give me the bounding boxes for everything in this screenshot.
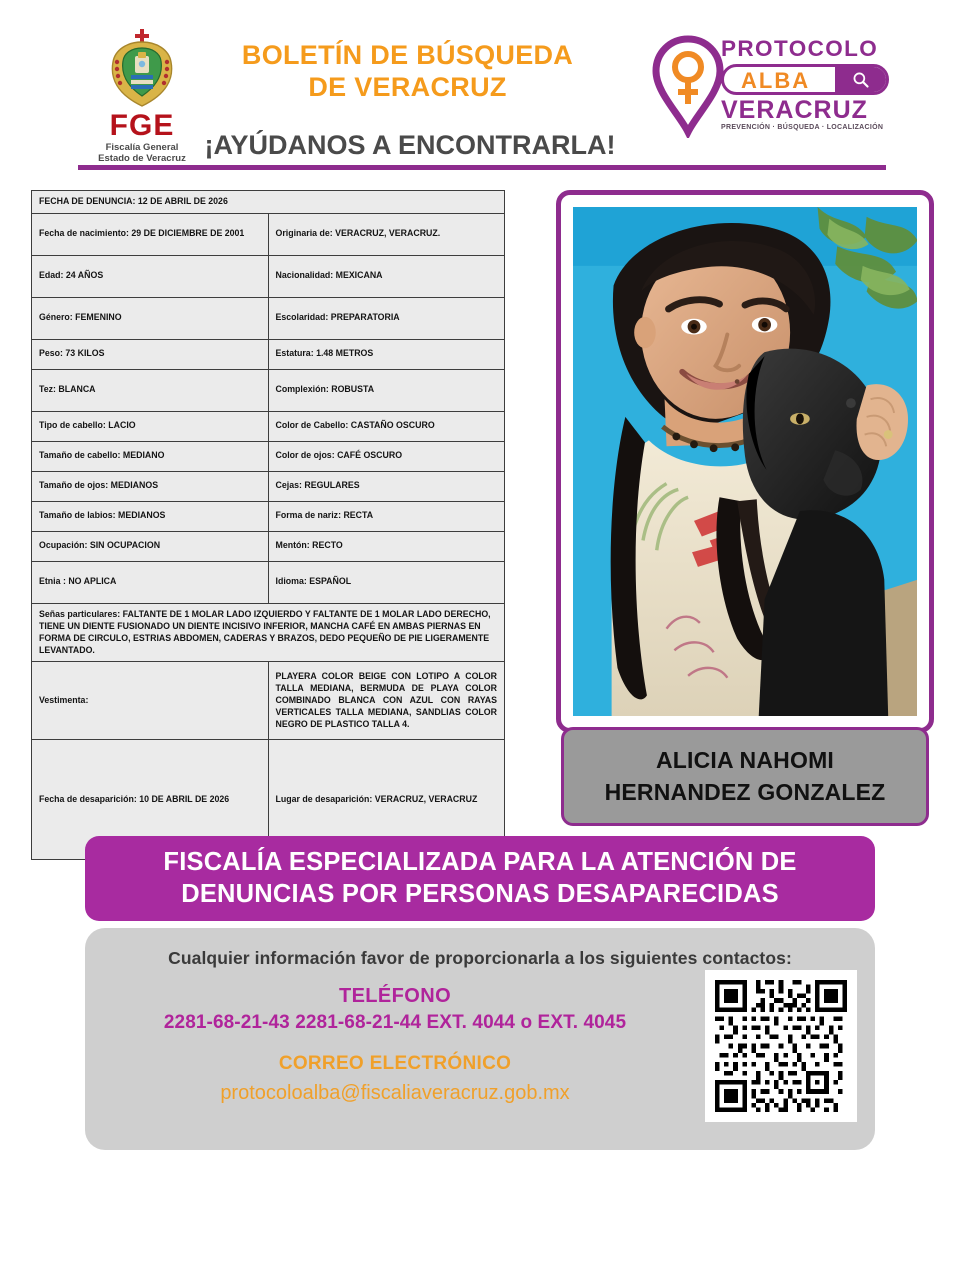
alba-veracruz-text: VERACRUZ [721, 95, 868, 124]
cell-gender: Género: FEMENINO [32, 297, 269, 339]
cell-origin: Originaria de: VERACRUZ, VERACRUZ. [268, 213, 505, 255]
cell-complexion: Complexión: ROBUSTA [268, 369, 505, 411]
table-row [32, 471, 505, 501]
person-name-plate [561, 727, 929, 826]
alba-pill [721, 64, 889, 95]
location-pin-female-icon [649, 34, 727, 138]
cell-education: Escolaridad: PREPARATORIA [268, 297, 505, 339]
table-row [32, 561, 505, 603]
report-date-cell: FECHA DE DENUNCIA: 12 DE ABRIL DE 2026 [32, 191, 505, 214]
phone-numbers[interactable]: 2281-68-21-43 2281-68-21-44 EXT. 4044 o EXT. 4045 [163, 1012, 627, 1033]
table-row [32, 441, 505, 471]
table-row [32, 339, 505, 369]
alba-tagline: PREVENCIÓN · BÚSQUEDA · LOCALIZACIÓN [721, 123, 884, 131]
help-headline: ¡AYÚDANOS A ENCONTRARLA! [204, 130, 616, 160]
email-address[interactable]: protocoloalba@fiscaliaveracruz.gob.mx [220, 1082, 570, 1104]
cell-chin: Mentón: RECTO [268, 531, 505, 561]
header-divider [78, 165, 886, 170]
cell-height: Estatura: 1.48 METROS [268, 339, 505, 369]
contact-box [85, 928, 875, 1150]
table-row [32, 411, 505, 441]
person-name-line2: HERNANDEZ GONZALEZ [604, 778, 886, 805]
alba-text: ALBA [741, 67, 811, 93]
page-header [0, 0, 960, 165]
cell-occupation: Ocupación: SIN OCUPACION [32, 531, 269, 561]
person-name-line1: ALICIA NAHOMI [655, 747, 835, 774]
alba-protocolo-text: PROTOCOLO [721, 36, 879, 61]
cell-clothing-label: Vestimenta: [32, 662, 269, 740]
photo-frame [556, 190, 934, 733]
cell-eyebrows: Cejas: REGULARES [268, 471, 505, 501]
cell-lip-size: Tamaño de labios: MEDIANOS [32, 501, 269, 531]
missing-person-photo [573, 207, 917, 716]
fge-subtitle [98, 143, 186, 165]
cell-hair-size: Tamaño de cabello: MEDIANO [32, 441, 269, 471]
fge-subtitle-line1: Fiscalía General [105, 142, 179, 153]
cell-age: Edad: 24 AÑOS [32, 255, 269, 297]
qr-code[interactable] [705, 970, 857, 1122]
cell-nationality: Nacionalidad: MEXICANA [268, 255, 505, 297]
contact-heading: Cualquier información favor de proporcionarla a los siguientes contactos: [168, 948, 792, 968]
cell-hair-type: Tipo de cabello: LACIO [32, 411, 269, 441]
alba-wordmark [721, 38, 891, 131]
cell-weight: Peso: 73 KILOS [32, 339, 269, 369]
cell-distinguishing-marks: Señas particulares: FALTANTE DE 1 MOLAR LADO IZQUIERDO Y FALTANTE DE 1 MOLAR LADO DERECHO, TIENE UN DIENTE FUSIONADO UN DIENTE INCISIVO INFERIOR, MANCHA CAFÉ EN AMBAS PIERNAS EN FORMA DE CIRCULO, ESTRIAS ABDOMEN, CADERAS Y BRAZOS, DEDO PEQUEÑO DE PIE LIGERAMENTE LEVANTADO. [32, 603, 505, 662]
cell-disappearance-place: Lugar de desaparición: VERACRUZ, VERACRUZ [268, 740, 505, 860]
fge-acronym: FGE [109, 109, 175, 142]
banner-line2: DENUNCIAS POR PERSONAS DESAPARECIDAS [181, 879, 779, 908]
fge-subtitle-line2: Estado de Veracruz [98, 152, 186, 164]
cell-skin: Tez: BLANCA [32, 369, 269, 411]
search-icon [835, 66, 887, 95]
cell-ethnicity: Etnia : NO APLICA [32, 561, 269, 603]
cell-hair-color: Color de Cabello: CASTAÑO OSCURO [268, 411, 505, 441]
protocolo-alba-logo [645, 32, 885, 152]
table-row-clothing [32, 662, 505, 740]
cell-birthdate: Fecha de nacimiento: 29 DE DICIEMBRE DE 2001 [32, 213, 269, 255]
person-details-table [31, 190, 505, 860]
bulletin-title-line1: BOLETÍN DE BÚSQUEDA [241, 40, 574, 70]
cell-nose-shape: Forma de nariz: RECTA [268, 501, 505, 531]
cell-clothing-text: PLAYERA COLOR BEIGE CON LOTIPO A COLOR TALLA MEDIANA, BERMUDA DE PLAYA COLOR COMBINADO BLANCA CON AZUL CON RAYAS VERTICALES TALLA MEDIANA, SANDLIAS COLOR NEGRO DE PLASTICO TALLA 4. [268, 662, 505, 740]
cell-eye-color: Color de ojos: CAFÉ OSCURO [268, 441, 505, 471]
bulletin-title-block [180, 40, 635, 104]
banner-line1: FISCALÍA ESPECIALIZADA PARA LA ATENCIÓN DE [163, 847, 797, 876]
prosecutor-office-banner [85, 836, 875, 921]
table-row-report-date [32, 191, 505, 214]
cell-disappearance-date: Fecha de desaparición: 10 DE ABRIL DE 2026 [32, 740, 269, 860]
bulletin-title-line2: DE VERACRUZ [308, 71, 507, 102]
table-row [32, 501, 505, 531]
table-row-distinguishing-marks [32, 603, 505, 662]
table-row [32, 369, 505, 411]
phone-label: TELÉFONO [338, 985, 452, 1007]
table-row [32, 297, 505, 339]
cell-eye-size: Tamaño de ojos: MEDIANOS [32, 471, 269, 501]
email-label: CORREO ELECTRÓNICO [278, 1053, 512, 1074]
table-row [32, 255, 505, 297]
table-row [32, 531, 505, 561]
veracruz-coat-of-arms-icon [105, 28, 179, 110]
qr-code-icon [715, 980, 847, 1112]
cell-language: Idioma: ESPAÑOL [268, 561, 505, 603]
table-row [32, 213, 505, 255]
